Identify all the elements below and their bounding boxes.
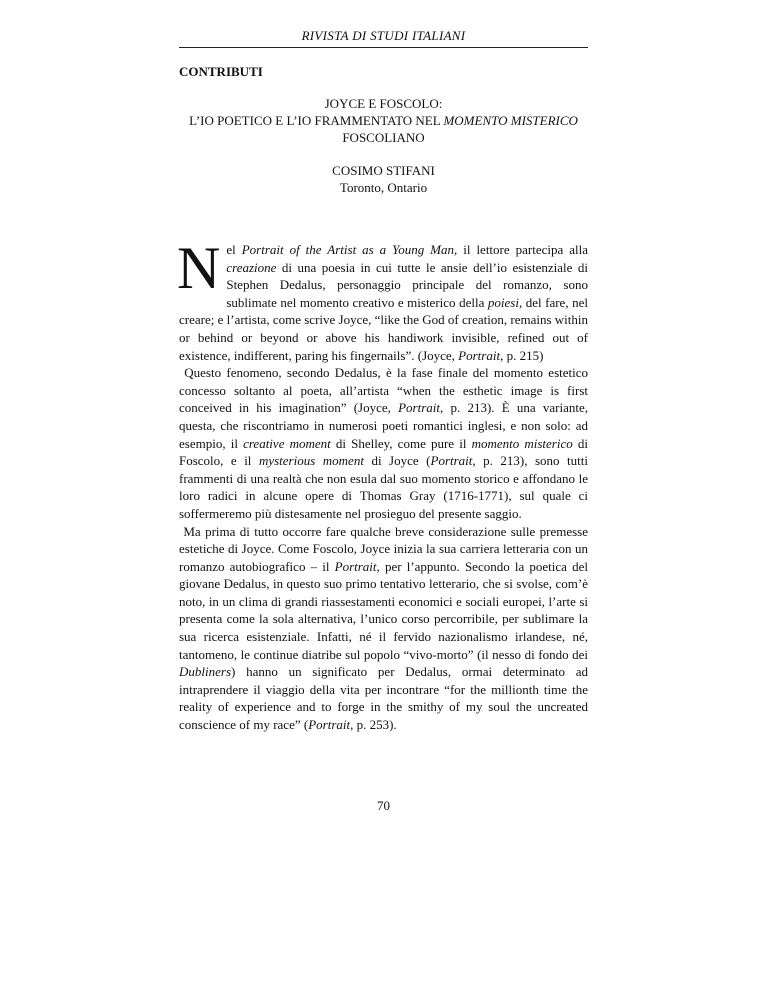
page bbox=[179, 28, 588, 734]
text-run: , p. 213). È una variante, questa, che riscontriamo in numerosi poeti romantici inglesi, e non solo: ad esempio, il bbox=[179, 400, 588, 451]
text-run: momento misterico bbox=[471, 435, 573, 451]
text-run: Portrait bbox=[308, 717, 351, 733]
text-run: , p. 215) bbox=[500, 347, 544, 363]
text-run: ) hanno un significato per Dedalus, ormai determinato ad intraprendere il viaggio della vita per incontrare “for the millionth time the reality of experience and to forge in the smithy of my soul the uncreated conscience of my race” ( bbox=[179, 664, 588, 733]
text-run: Portrait bbox=[458, 347, 501, 363]
page-number: 70 bbox=[377, 798, 390, 813]
title-line-3: FOSCOLIANO bbox=[342, 130, 425, 145]
text-run: Questo fenomeno, secondo Dedalus, è la fase finale del momento estetico concesso soltanto al poeta, all’artista “when the esthetic image is first conceived in his imagination” (Joyce, bbox=[179, 365, 589, 416]
text-run: di Foscolo, e il bbox=[179, 435, 588, 469]
text-run: creative moment bbox=[243, 435, 331, 451]
text-run: mysterious moment bbox=[258, 453, 364, 469]
title-line-2-italic: MOMENTO MISTERICO bbox=[443, 113, 578, 128]
paragraph-3-text bbox=[179, 524, 588, 733]
paragraph-3 bbox=[179, 523, 588, 734]
paragraph-2 bbox=[179, 364, 588, 522]
title-line-1: JOYCE E FOSCOLO: bbox=[324, 96, 443, 111]
title-line-2-prefix: L’IO POETICO E L’IO FRAMMENTATO NEL bbox=[189, 113, 444, 128]
text-run: di Joyce ( bbox=[363, 453, 431, 469]
section-label: CONTRIBUTI bbox=[179, 64, 263, 79]
article-body bbox=[177, 235, 589, 734]
text-run: Ma prima di tutto occorre fare qualche breve considerazione sulle premesse estetiche di Joyce. Come Foscolo, Joyce inizia la sua carriera letteraria con un romanzo autobiografico – il bbox=[179, 523, 588, 574]
text-run: , del fare, nel creare; e l’artista, come scrive Joyce, “like the God of creation, remains within or behind or beyond or above his handiwork invisible, refined out of existence, indifferent, paring his fingernails”. (Joyce, bbox=[179, 294, 588, 363]
title-line-2 bbox=[179, 112, 588, 129]
text-run: Portrait bbox=[430, 453, 473, 469]
text-run: Portrait bbox=[334, 558, 377, 574]
author-name: COSIMO STIFANI bbox=[332, 163, 435, 178]
article-title bbox=[179, 95, 588, 146]
text-run: Dubliners bbox=[179, 664, 231, 680]
drop-cap: N bbox=[177, 235, 221, 301]
text-run: el bbox=[226, 242, 242, 257]
text-run: poiesi bbox=[487, 294, 519, 310]
paragraph-2-text bbox=[179, 365, 588, 521]
text-run: di una poesia in cui tutte le ansie dell’io esistenziale di Stephen Dedalus, personaggio principale del romanzo, sono sublimate nel momento creativo e misterico della bbox=[226, 259, 588, 310]
text-run: Portrait of the Artist as a Young Man bbox=[241, 242, 455, 257]
text-run: , per l’appunto. Secondo la poetica del giovane Dedalus, in questo suo primo tentativo letterario, che si svolse, com’è noto, in un clima di grandi riassestamenti economici e sociali europei, l’arte si presenta come la sola alternativa, l’unico corso percorribile, per sublimare la sua ricerca esistenziale. Infatti, né il fervido nazionalismo irlandese, né, tantomeno, le continue diatribe sul popolo “vivo-morto” (il nesso di fondo dei bbox=[179, 558, 588, 662]
text-run: , il lettore partecipa alla bbox=[454, 242, 588, 257]
text-run: creazione bbox=[226, 259, 277, 275]
text-run: , p. 213), sono tutti frammenti di una realtà che non esula dal suo momento storico e affondano le loro radici in alcune opere di Thomas Gray (1716-1771), sul quale ci soffermeremo più distesamente nel prosieguo del presente saggio. bbox=[179, 453, 589, 521]
text-run: , p. 253). bbox=[350, 717, 397, 733]
text-run: di Shelley, come pure il bbox=[330, 435, 472, 451]
paragraph-1-text bbox=[177, 235, 588, 363]
text-run: Portrait bbox=[398, 400, 441, 416]
paragraph-1 bbox=[177, 235, 588, 364]
author-affiliation: Toronto, Ontario bbox=[339, 180, 428, 195]
running-head: RIVISTA DI STUDI ITALIANI bbox=[179, 28, 588, 48]
